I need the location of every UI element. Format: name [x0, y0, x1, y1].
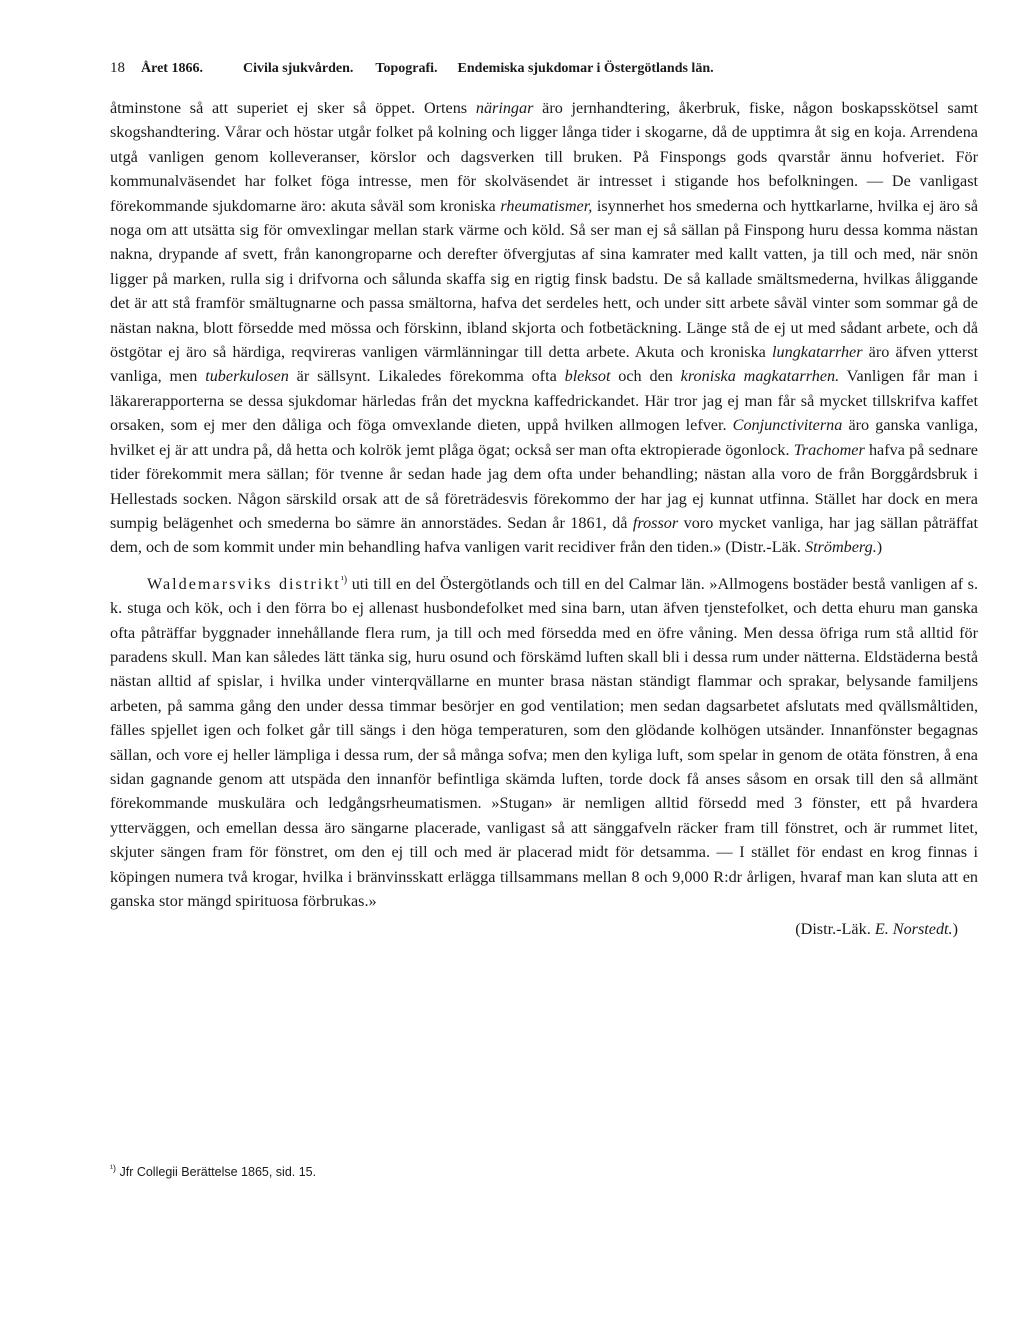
text-run: äro äfven ytterst vanliga, men — [110, 343, 979, 386]
body-text — [110, 96, 978, 942]
italic-term: lungkatarrher — [772, 343, 863, 362]
district-name: Waldemarsviks distrikt — [147, 574, 341, 593]
italic-term: bleksot — [564, 367, 611, 386]
text-run: är sällsynt. Likaledes förekomma ofta — [288, 367, 565, 386]
text-run: voro mycket vanliga, har jag sällan påträffat dem, och de som kommit under min behandling hafva vanligen varit recidiver från den tiden.» (Distr.-Läk. — [110, 513, 978, 557]
italic-term: tuberkulosen — [205, 367, 289, 386]
running-head — [110, 60, 978, 90]
paragraph-waldemarsvik — [110, 572, 978, 914]
text-run: hafva på sednare tider förekommit mera sällan; för tvenne år sedan hade jag dem ofta under behandling; nästan alla voro de från Borggårdsbruk i Hellestads socken. Någon särskild orsak att de så företrädesvis förekommo der har jag ej kunnat utfinna. Stället har dock en mera sumpig belägenhet och smederna bo sämre än annorstädes. Sedan år 1861, då — [110, 440, 978, 532]
header-section-endemic: Endemiska sjukdomar i Östergötlands län. — [457, 61, 714, 76]
footnote-mark: ¹) — [110, 1163, 116, 1173]
header-section-topography: Topografi. — [375, 61, 438, 76]
signature — [110, 917, 978, 941]
author-name: Strömberg. — [804, 538, 877, 557]
text-run: ) — [952, 920, 958, 939]
text-run: äro jernhandtering, åkerbruk, fiske, någon boskapsskötsel samt skogshandtering. Vårar och höstar utgår folket på kolning och ligger långa tider i skogarne, då de upptimra åt sig en koja. Arrendena utgå vanligen genom kolleveranser, körslor och dagsverken till bruken. På Finspongs gods qvarstår ännu hofveriet. För kommunalväsendet har folket föga intresse, men för skolväsendet är intresset i stigande hos befolkningen. — De vanligast förekommande sjukdomarne äro: akuta såväl som kroniska — [110, 99, 978, 215]
text-run: åtminstone så att superiet ej sker så öppet. Ortens — [110, 99, 476, 117]
header-year: Året 1866. — [141, 61, 203, 76]
italic-term: Conjunctiviterna — [732, 416, 843, 435]
header-section-civil: Civila sjukvården. — [242, 61, 354, 76]
page-number: 18 — [110, 60, 125, 76]
text-run: och den — [610, 367, 681, 386]
text-run: äro ganska vanliga, hvilket ej är att undra på, då hetta och kolrök jemt plåga ögat; också ser man ofta ektropierade ögonlock. — [110, 416, 978, 459]
footnote-ref: ¹) — [340, 574, 348, 586]
text-run: Vanligen får man i läkarerapporterna se dessa sjukdomar härledas från det myckna kaffedrickandet. Här tror jag ej man får så mycket tillskrifva kaffet orsaken, som ej mer den dåliga och föga omvexlande dieten, uppå hvilken allmogen lefver. — [110, 367, 979, 435]
italic-term: Trachomer — [793, 440, 865, 459]
page — [110, 60, 978, 942]
footnote — [110, 1163, 316, 1179]
italic-term: kroniska magkatarrhen. — [680, 367, 840, 386]
author-name: E. Norstedt. — [874, 920, 953, 939]
text-run: ) — [876, 538, 883, 557]
italic-term: rheumatismer, — [500, 196, 593, 215]
paragraph-finspong — [110, 96, 978, 560]
footnote-text: Jfr Collegii Berättelse 1865, sid. 15. — [116, 1165, 317, 1180]
italic-term: frossor — [632, 513, 679, 532]
text-run: isynnerhet hos smederna och hyttkarlarne, hvilka ej äro så noga om att utsätta sig för omvexlingar mellan stark värme och köld. Så ser man ej så sällan på Finspong huru dessa komma nästan nakna, drypande af svett, från kanongroparne och derefter öfvergjutas af sina kamrater med kallt vatten, ja till och med, när snön ligger på marken, rulla sig i drifvorna och sålunda skaffa sig en rigtig finsk badstu. De så kallade smältsmederna, hvilkas åliggande det är att stå framför smältugnarne och passa smältorna, hafva det serdeles hett, och under sitt arbete såväl vinter som sommar gå de nästan nakna, blott försedde med mössa och förskinn, ibland skjorta och fotbetäckning. Länge stå de ej ut med sådant arbete, och då östgötar ej äro så härdiga, reqvireras vanligen värmlänningar till detta arbete. Akuta och kroniska — [110, 196, 979, 362]
italic-term: näringar — [475, 99, 534, 117]
text-run: uti till en del Östergötlands och till en del Calmar län. »Allmogens bostäder bestå vanligen af s. k. stuga och kök, och i den förra bo ej allenast husbondefolket med sina barn, utan äfven tjenstefolket, och detta ehuru man ganska ofta påträffar byggnader innehållande flera rum, ja till och med försedda med en öfre våning. Men dessa öfriga rum stå alltid för paradens skull. Man kan således lätt tänka sig, huru osund och förskämd luften skall bli i dessa rum under nätterna. Eldstäderna bestå nästan alltid af spislar, i hvilka under vinterqvällarne en munter brasa nästan ständigt flammar och sprakar, belysande familjens arbeten, på samma gång den under dessa timmar besörjer en god ventilation; men sedan dagsarbetet afslutats med qvällsmåltiden, fälles spjellet igen och folket går till sängs i den höga temperaturen, som den glödande kolhögen utsänder. Innanfönster begagnas sällan, och vore ej heller lämpliga i dessa rum, der så många sofva; men den kyliga luft, som spelar in genom de otäta fönstren, å ena sidan gagnande genom att utspäda den innanför befintliga skämda luften, torde dock få anses såsom en orsak till den så allmänt förekommande muskulära och ledgångsrheumatismen. »Stugan» är nemligen alltid försedd med 3 fönster, ett på hvardera ytterväggen, och emellan dessa äro sängarne placerade, vanligast så att sänggafveln räcker fram till fönstret, och är rummet litet, skjuter sängen fram för fönstret, om den ej till och med är placerad midt för detsamma. — I stället för endast en krog finnas i köpingen numera två krogar, hvilka i bränvinsskatt erlägga tillsammans mellan 8 och 9,000 R:dr årligen, hvaraf man kan sluta att en ganska stor mängd spirituosa förbrukas.» — [110, 574, 978, 910]
text-run: (Distr.-Läk. — [795, 920, 875, 939]
